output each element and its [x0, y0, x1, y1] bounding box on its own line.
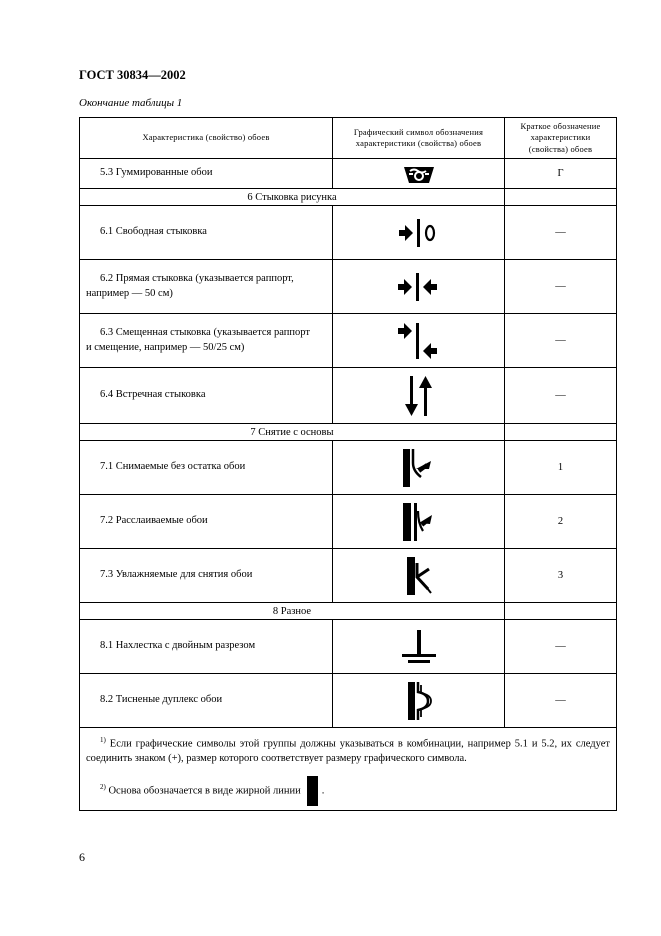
row-code: 3	[505, 549, 617, 603]
symbols-table	[79, 117, 617, 811]
symbol-cell	[333, 159, 505, 189]
row-label	[80, 314, 333, 368]
wet-removable-icon	[401, 555, 437, 597]
empty-cell	[505, 189, 617, 206]
symbol-cell	[333, 549, 505, 603]
footnote-1	[86, 736, 610, 766]
row-code: Г	[505, 159, 617, 189]
row-code: —	[505, 260, 617, 314]
embossed-duplex-icon	[402, 680, 436, 722]
symbol-cell	[333, 368, 505, 424]
empty-cell	[505, 603, 617, 620]
row-label-line-1: 6.3 Смещенная стыковка (указывается раппорт	[100, 326, 310, 338]
column-header-symbol: Графический символ обозначения характеристики (свойства) обоев	[333, 118, 505, 159]
table-header-row	[80, 118, 617, 159]
peelable-icon	[399, 501, 439, 543]
row-label: 7.2 Расслаиваемые обои	[80, 495, 333, 549]
reverse-hang-icon	[404, 374, 434, 418]
section-row	[80, 603, 617, 620]
footnote-1-mark: 1)	[100, 736, 106, 744]
row-code: —	[505, 206, 617, 260]
section-title: 8 Разное	[80, 603, 505, 620]
row-label: 8.1 Нахлестка с двойным разрезом	[80, 620, 333, 674]
offset-match-icon	[396, 321, 442, 361]
row-label: 7.1 Снимаемые без остатка обои	[80, 441, 333, 495]
symbol-cell	[333, 206, 505, 260]
table-row	[80, 159, 617, 189]
page-number: 6	[79, 850, 85, 864]
footnote-2-text: Основа обозначается в виде жирной линии	[105, 785, 301, 797]
empty-cell	[505, 424, 617, 441]
row-code: —	[505, 368, 617, 424]
row-code: —	[505, 674, 617, 728]
symbol-cell	[333, 674, 505, 728]
symbol-cell	[333, 260, 505, 314]
table-row	[80, 674, 617, 728]
table-row	[80, 549, 617, 603]
footnotes-cell	[80, 728, 617, 811]
row-code: —	[505, 314, 617, 368]
column-header-code: Краткое обозначение характеристики (свойства) обоев	[505, 118, 617, 159]
straight-match-icon	[396, 272, 442, 302]
footnote-2-mark: 2)	[100, 782, 106, 791]
row-code: 2	[505, 495, 617, 549]
table-row	[80, 620, 617, 674]
section-title: 7 Снятие с основы	[80, 424, 505, 441]
row-label: 5.3 Гуммированные обои	[80, 159, 333, 189]
column-header-property: Характеристика (свойство) обоев	[80, 118, 333, 159]
double-cut-icon	[397, 628, 441, 666]
water-tub-icon	[399, 162, 439, 186]
table-row	[80, 314, 617, 368]
table-row	[80, 495, 617, 549]
table-continuation-caption: Окончание таблицы 1	[79, 97, 183, 109]
section-title: 6 Стыковка рисунка	[80, 189, 505, 206]
free-match-icon	[397, 218, 441, 248]
section-row	[80, 424, 617, 441]
row-code: —	[505, 620, 617, 674]
row-label: 8.2 Тисненые дуплекс обои	[80, 674, 333, 728]
symbol-cell	[333, 441, 505, 495]
row-label-line-2: например — 50 см)	[86, 287, 173, 299]
row-label-line-2: и смещение, например — 50/25 см)	[86, 341, 245, 353]
row-label	[80, 260, 333, 314]
symbol-cell	[333, 495, 505, 549]
row-label: 7.3 Увлажняемые для снятия обои	[80, 549, 333, 603]
footnote-2	[86, 776, 610, 806]
row-label: 6.4 Встречная стыковка	[80, 368, 333, 424]
row-label: 6.1 Свободная стыковка	[80, 206, 333, 260]
section-row	[80, 189, 617, 206]
standard-header: ГОСТ 30834—2002	[79, 68, 186, 82]
row-code: 1	[505, 441, 617, 495]
table-row	[80, 206, 617, 260]
strippable-icon	[399, 447, 439, 489]
symbol-cell	[333, 314, 505, 368]
row-label-line-1: 6.2 Прямая стыковка (указывается раппорт,	[100, 272, 294, 284]
footnote-2-end: .	[321, 785, 325, 797]
table-row	[80, 260, 617, 314]
footnotes-row	[80, 728, 617, 811]
table-row	[80, 368, 617, 424]
table-row	[80, 441, 617, 495]
symbol-cell	[333, 620, 505, 674]
footnote-1-text: Если графические символы этой группы должны указываться в комбинации, например 5.1 и 5.2, их следует соединить знаком (+), размер которого соответствует размеру графического символа.	[86, 738, 610, 764]
bold-base-line-icon	[307, 776, 318, 806]
